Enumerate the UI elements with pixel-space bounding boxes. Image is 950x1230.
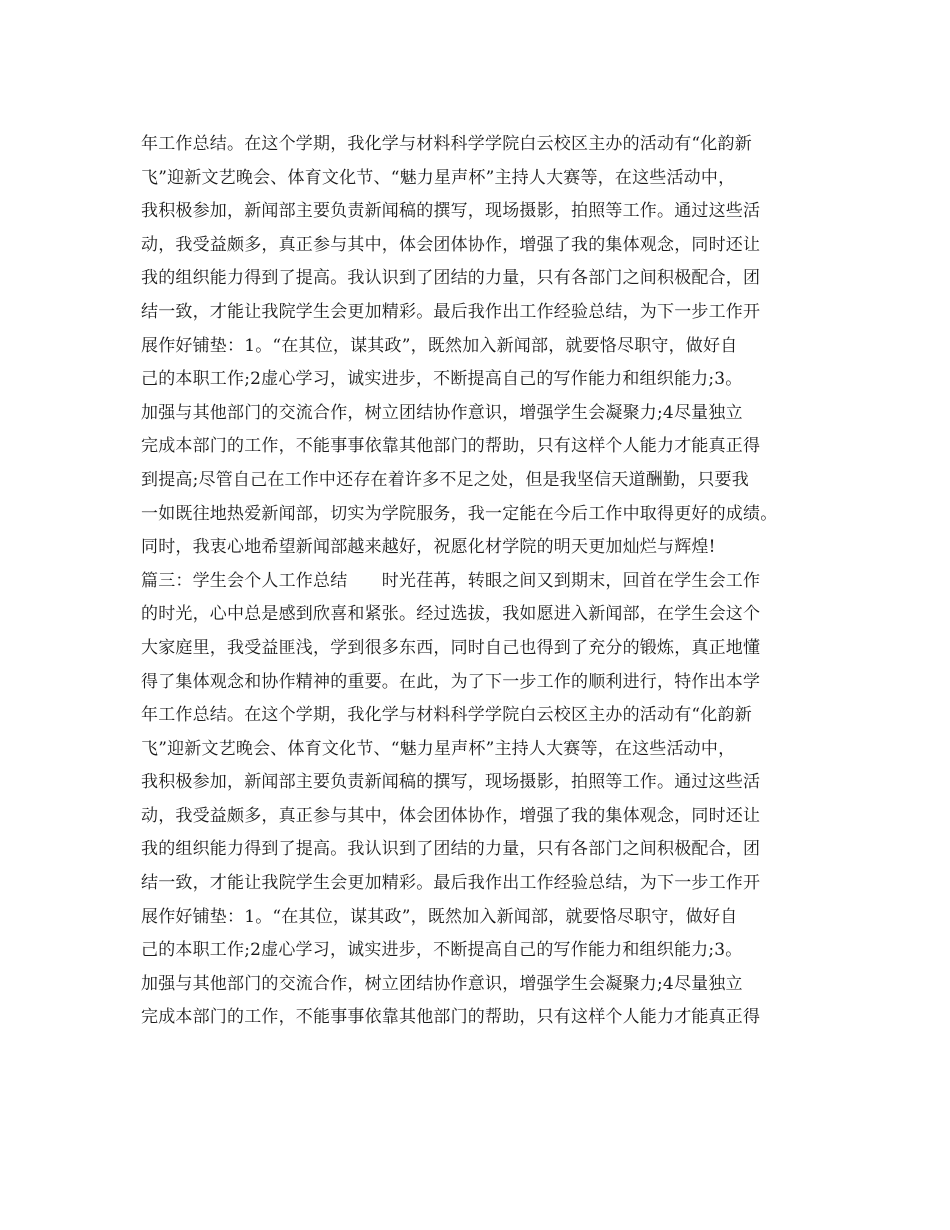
text-line: 展作好铺垫：1。“在其位，谋其政”，既然加入新闻部，就要恪尽职守，做好自: [141, 906, 738, 927]
text-line: 我的组织能力得到了提高。我认识到了团结的力量，只有各部门之间积极配合，团: [141, 268, 761, 289]
text-line: 我积极参加，新闻部主要负责新闻稿的撰写，现场摄影，拍照等工作。通过这些活: [141, 201, 761, 222]
text-line: 展作好铺垫：1。“在其位，谋其政”，既然加入新闻部，就要恪尽职守，做好自: [141, 335, 738, 356]
text-line: 我积极参加，新闻部主要负责新闻稿的撰写，现场摄影，拍照等工作。通过这些活: [141, 772, 761, 793]
text-line: 我的组织能力得到了提高。我认识到了团结的力量，只有各部门之间积极配合，团: [141, 839, 761, 860]
text-line: 的时光，心中总是感到欣喜和紧张。经过选拔，我如愿进入新闻部，在学生会这个: [141, 604, 761, 625]
text-line: 动，我受益颇多，真正参与其中，体会团体协作，增强了我的集体观念，同时还让: [141, 805, 761, 826]
text-line: 结一致，才能让我院学生会更加精彩。最后我作出工作经验总结，为下一步工作开: [141, 873, 761, 894]
text-line: 飞”迎新文艺晚会、体育文化节、“魅力星声杯”主持人大赛等，在这些活动中，: [141, 167, 736, 188]
body-text: [141, 128, 841, 1035]
text-line: 得了集体观念和协作精神的重要。在此，为了下一步工作的顺利进行，特作出本学: [141, 671, 761, 692]
text-line: 大家庭里，我受益匪浅，学到很多东西，同时自己也得到了充分的锻炼，真正地懂: [141, 637, 761, 658]
text-line: 同时，我衷心地希望新闻部越来越好，祝愿化材学院的明天更加灿烂与辉煌!: [141, 537, 716, 558]
text-line: 一如既往地热爱新闻部，切实为学院服务，我一定能在今后工作中取得更好的成绩。: [141, 503, 778, 524]
text-line: 飞”迎新文艺晚会、体育文化节、“魅力星声杯”主持人大赛等，在这些活动中，: [141, 738, 736, 759]
text-line: 结一致，才能让我院学生会更加精彩。最后我作出工作经验总结，为下一步工作开: [141, 301, 761, 322]
text-line: 完成本部门的工作，不能事事依靠其他部门的帮助，只有这样个人能力才能真正得: [141, 436, 761, 457]
text-line: 己的本职工作;2虚心学习，诚实进步，不断提高自己的写作能力和组织能力;3。: [141, 940, 743, 961]
text-line: 到提高;尽管自己在工作中还存在着许多不足之处，但是我坚信天道酬勤，只要我: [141, 469, 749, 490]
text-line: 年工作总结。在这个学期，我化学与材料科学学院白云校区主办的活动有“化韵新: [141, 705, 752, 726]
text-line: 加强与其他部门的交流合作，树立团结协作意识，增强学生会凝聚力;4尽量独立: [141, 973, 743, 994]
text-line: 年工作总结。在这个学期，我化学与材料科学学院白云校区主办的活动有“化韵新: [141, 134, 752, 154]
text-line: 完成本部门的工作，不能事事依靠其他部门的帮助，只有这样个人能力才能真正得: [141, 1007, 761, 1028]
text-line: 加强与其他部门的交流合作，树立团结协作意识，增强学生会凝聚力;4尽量独立: [141, 402, 743, 423]
text-line: 己的本职工作;2虚心学习，诚实进步，不断提高自己的写作能力和组织能力;3。: [141, 369, 743, 390]
section-heading-line: 篇三：学生会个人工作总结 时光荏苒，转眼之间又到期末，回首在学生会工作: [141, 570, 761, 591]
text-line: 动，我受益颇多，真正参与其中，体会团体协作，增强了我的集体观念，同时还让: [141, 234, 761, 255]
